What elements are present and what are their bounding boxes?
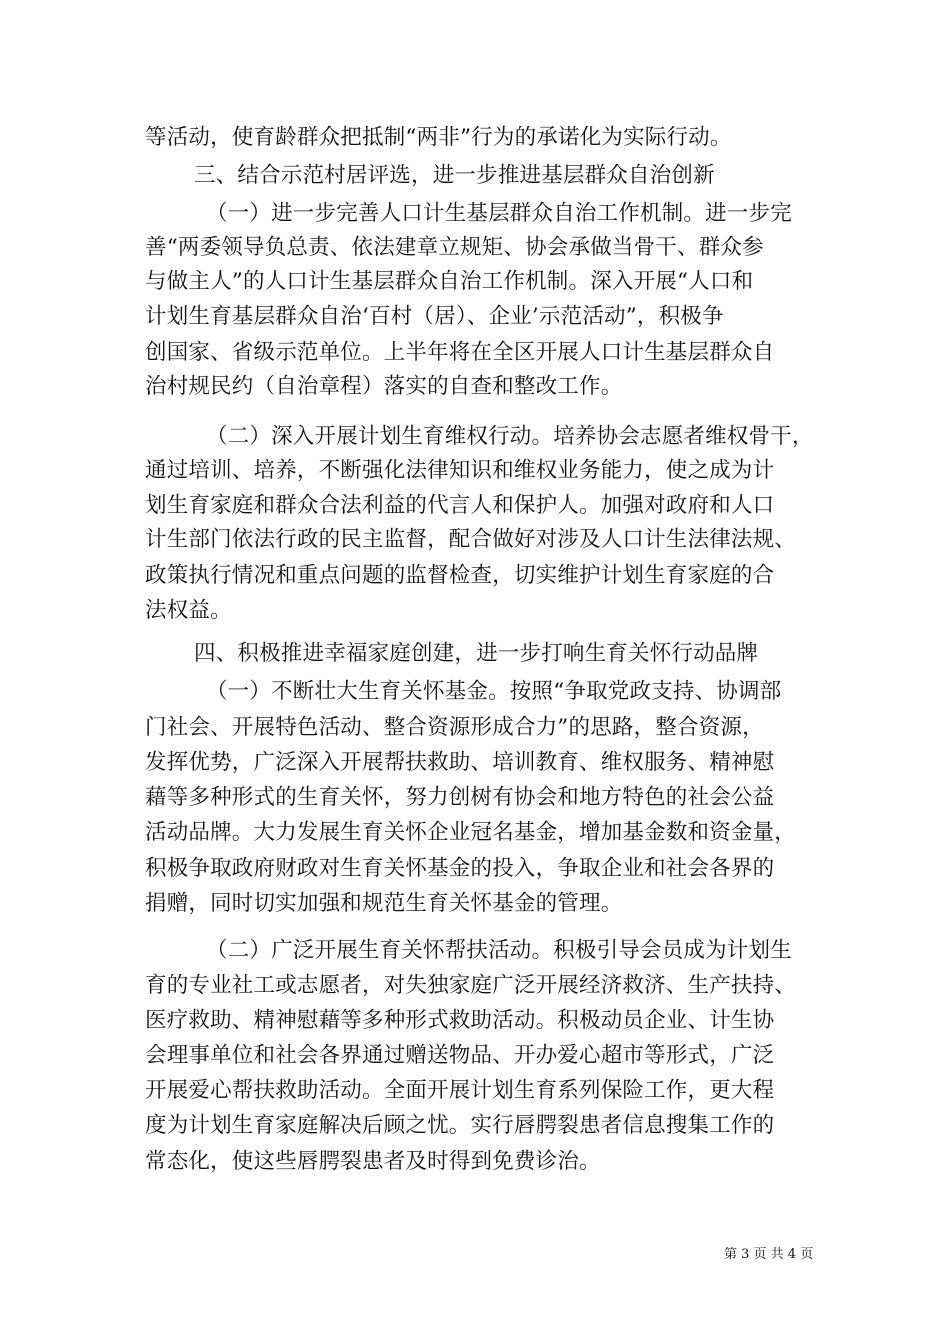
page-number: 第 3 页 共 4 页: [724, 1247, 814, 1262]
text-line: 育的专业社工或志愿者，对失独家庭广泛开展经济救济、生产扶持、: [145, 973, 797, 998]
text-line: 医疗救助、精神慰藉等多种形式救助活动。积极动员企业、计生协: [145, 1008, 775, 1033]
text-line: 善“两委领导负总责、依法建章立规矩、协会承做当骨干、群众参: [145, 235, 764, 260]
paragraph-start: （二）深入开展计划生育维权行动。培养协会志愿者维权骨干，: [206, 424, 814, 449]
text-line: 划生育家庭和群众合法利益的代言人和保护人。加强对政府和人口: [145, 493, 775, 518]
text-line: 常态化，使这些唇腭裂患者及时得到免费诊治。: [145, 1149, 601, 1174]
text-line: 开展爱心帮扶救助活动。全面开展计划生育系列保险工作，更大程: [145, 1078, 775, 1103]
text-line: 创国家、省级示范单位。上半年将在全区开展人口计生基层群众自: [145, 340, 775, 365]
text-line: 发挥优势，广泛深入开展帮扶救助、培训教育、维权服务、精神慰: [145, 750, 775, 775]
text-line: 门社会、开展特色活动、整合资源形成合力”的思路，整合资源，: [145, 715, 764, 740]
text-line: 积极争取政府财政对生育关怀基金的投入，争取企业和社会各界的: [145, 856, 775, 881]
paragraph-start: （二）广泛开展生育关怀帮扶活动。积极引导会员成为计划生: [206, 938, 792, 963]
text-line: 捐赠，同时切实加强和规范生育关怀基金的管理。: [145, 891, 623, 916]
text-line: 计划生育基层群众自治‘百村（居）、企业’示范活动”，积极争: [145, 304, 724, 329]
paragraph-start: （一）进一步完善人口计生基层群众自治工作机制。进一步完: [206, 201, 792, 226]
text-line: 与做主人”的人口计生基层群众自治工作机制。深入开展“人口和: [145, 269, 754, 294]
text-line: 活动品牌。大力发展生育关怀企业冠名基金，增加基金数和资金量，: [145, 820, 797, 845]
text-line: 法权益。: [145, 598, 232, 623]
section-heading: 四、积极推进幸福家庭创建，进一步打响生育关怀行动品牌: [194, 641, 759, 666]
text-line: 通过培训、培养，不断强化法律知识和维权业务能力，使之成为计: [145, 458, 775, 483]
text-line: 政策执行情况和重点问题的监督检查，切实维护计划生育家庭的合: [145, 563, 775, 588]
text-line: 治村规民约（自治章程）落实的自查和整改工作。: [145, 374, 623, 399]
text-line: 等活动，使育龄群众把抵制“两非”行为的承诺化为实际行动。: [145, 125, 732, 150]
text-line: 计生部门依法行政的民主监督，配合做好对涉及人口计生法律法规、: [145, 527, 797, 552]
paragraph-start: （一）不断壮大生育关怀基金。按照“争取党政支持、协调部: [206, 679, 782, 704]
section-heading: 三、结合示范村居评选，进一步推进基层群众自治创新: [194, 163, 715, 188]
text-line: 藉等多种形式的生育关怀，努力创树有协会和地方特色的社会公益: [145, 785, 775, 810]
text-line: 会理事单位和社会各界通过赠送物品、开办爱心超市等形式，广泛: [145, 1043, 775, 1068]
text-line: 度为计划生育家庭解决后顾之忧。实行唇腭裂患者信息搜集工作的: [145, 1113, 775, 1138]
